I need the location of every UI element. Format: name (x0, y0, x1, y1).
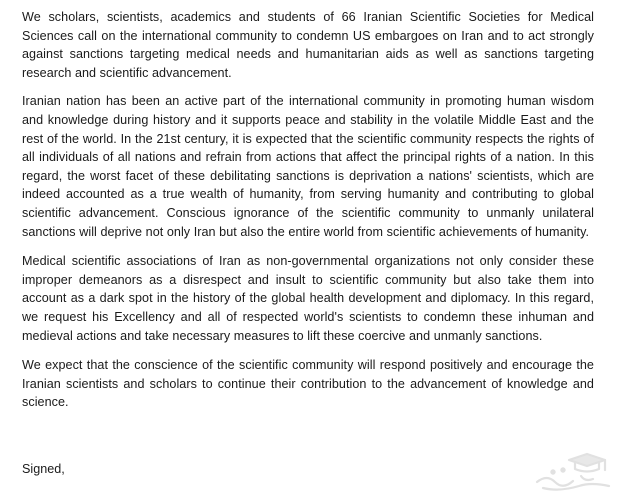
paragraph-2: Iranian nation has been an active part of the international community in promoting human wisdom and knowledge during history and it supports peace and stability in the volatile Middle East and the rest of the world. In the 21st century, it is expected that the scientific community respects the rights of all individuals of all nations and refrain from actions that affect the principal rights of a nation. In this regard, the worst facet of these debilitating sanctions is deprivation a nations' scientists, which are indeed accounted as a true wealth of humanity, from serving humanity and contributing to global scientific advancement. Conscious ignorance of the scientific community to unmanly unilateral sanctions will deprive not only Iran but also the entire world from scientific achievements of humanity. (22, 94, 594, 239)
watermark-logo (533, 448, 615, 494)
signature-line: Signed, (22, 462, 65, 476)
paragraph-1: We scholars, scientists, academics and students of 66 Iranian Scientific Societies for Medical Sciences call on the international community to condemn US embargoes on Iran and to act strongly against sanctions targeting medical needs and humanitarian aids as well as sanctions targeting research and scientific advancement. (22, 10, 594, 80)
graduation-cap-logo-icon (533, 448, 615, 494)
paragraph-3: Medical scientific associations of Iran as non-governmental organizations not only consider these improper demeanors as a disrespect and insult to scientific community but also take them into account as a dark spot in the history of the global health development and diplomacy. In this regard, we request his Excellency and all of respected world's scientists to condemn these inhuman and medieval actions and take necessary measures to lift these coercive and unmanly sanctions. (22, 254, 594, 343)
letter-body (22, 8, 594, 423)
paragraph-4: We expect that the conscience of the scientific community will respond positively and encourage the Iranian scientists and scholars to continue their contribution to the advancement of knowledge and science. (22, 358, 594, 410)
